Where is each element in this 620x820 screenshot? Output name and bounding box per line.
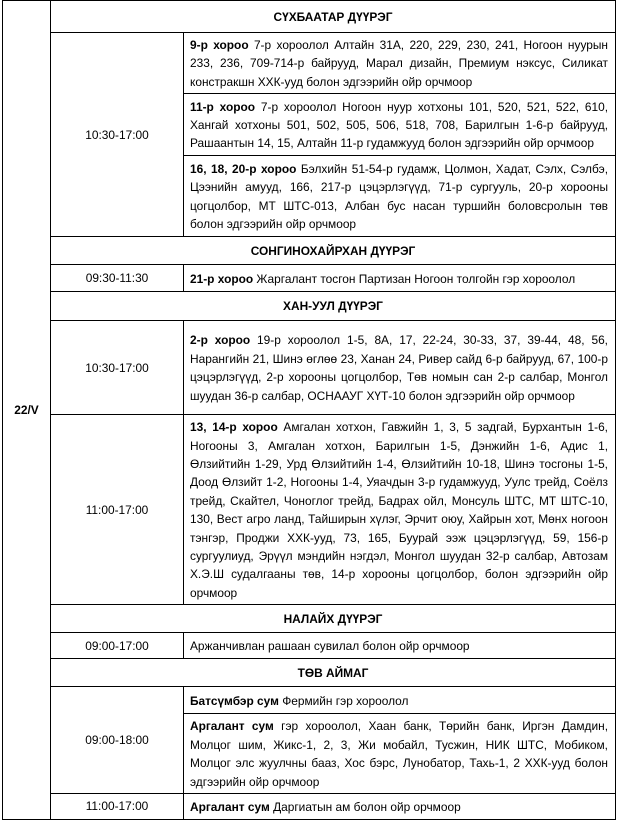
district-header-khan-uul: ХАН-УУЛ ДҮҮРЭГ xyxy=(51,292,616,321)
district-header-songinokhairkhan: СОНГИНОХАЙРХАН ДҮҮРЭГ xyxy=(51,237,616,265)
khoroo-label: 11-р хороо xyxy=(190,99,256,114)
khoroo-label: Батсүмбэр сум xyxy=(190,693,279,708)
location-text: 7-р хороолол Алтайн 31А, 220, 229, 230, 241, Ногоон нуурын 233, 236, 709-714-р байрууд, Марал дизайн, Премиум нэксус, Силикат констракшн ХХК-ууд болон эдгээрийн ойр орчмоор xyxy=(190,38,608,89)
location-text: гэр хороолол, Хаан банк, Төрийн банк, Иргэн Дамдин, Молцог шим, Жикс-1, 2, 3, Жи мобайл, Тусжин, НИК ШТС, Мобиком, Молцог элс жуулчны бааз, Хос бэрс, Лунобатор, Тахь-1, 2 ХХК-ууд болон эдгээрийн ойр орчмоор xyxy=(190,719,608,789)
location-description xyxy=(184,793,616,819)
khoroo-label: 9-р хороо xyxy=(190,38,249,52)
time-cell: 09:30-11:30 xyxy=(51,265,184,292)
location-description xyxy=(184,33,616,94)
location-text: Фермийн гэр хороолол xyxy=(278,693,409,708)
khoroo-label: Аргалант сум xyxy=(190,719,274,734)
khoroo-label: Аргалант сум xyxy=(190,799,270,814)
time-cell: 11:00-17:00 xyxy=(51,415,184,605)
khoroo-label: 13, 14-р хороо xyxy=(190,420,278,435)
location-description xyxy=(184,94,616,156)
time-cell: 09:00-18:00 xyxy=(51,687,184,794)
location-text: 7-р хороолол Ногоон нуур хотхоны 101, 520, 521, 522, 610, Хангай хотхоны 501, 502, 505, 506, 518, 708, Барилгын 1-6-р байрууд, Рашаантын 14, 15, Алтайн 11-р гудамжууд болон эдгээрийн ойр орчмоор xyxy=(190,99,609,151)
location-text: Аржанчивлан рашаан сувилал болон ойр орчмоор xyxy=(190,639,470,654)
location-description xyxy=(184,415,616,605)
time-cell: 10:30-17:00 xyxy=(51,321,184,415)
khoroo-label: 21-р хороо xyxy=(190,271,254,286)
outage-schedule-table xyxy=(2,0,616,820)
location-text: 19-р хороолол 1-5, 8А, 17, 22-24, 30-33, 37, 39-44, 48, 56, Нарангийн 21, Шинэ өглөө 23, Ханан 24, Ривер сайд 6-р байрууд, 67, 100-р цэцэрлэгүүд, 2-р хорооны цогцолбор, Төв номын сан 2-р салбар, Монгол шуудан 36-р салбар, ОСНААУГ ХҮТ-10 болон эдгээрийн ойр орчмоор xyxy=(190,333,608,403)
location-description xyxy=(184,687,616,714)
date-cell: 22/V xyxy=(3,1,51,820)
time-cell: 09:00-17:00 xyxy=(51,633,184,659)
location-description xyxy=(184,633,616,659)
district-header-nalaikh: НАЛАЙХ ДҮҮРЭГ xyxy=(51,605,616,633)
time-cell: 11:00-17:00 xyxy=(51,793,184,819)
location-text: Даргиатын ам болон ойр орчмоор xyxy=(269,799,461,814)
location-text: Амгалан хотхон, Гавжийн 1, 3, 5 задгай, Бурхантын 1-6, Ногооны 3, Амгалан хотхон, Барилгын 1-5, Дэнжийн 1-6, Адис 1, Өлзийтийн 1-29, Урд Өлзийтийн 1-4, Өлзийтийн 10-18, Шинэ тосгоны 1-5, Доод Өлзийт 1-2, Ногооны 1-4, Уяачдын 3-р гудамжууд, Уулс трейд, Соёлз трейд, Скайтел, Чоноглог трейд, Бадрах ойл, Монсуль ШТС, МТ ШТС-10, 130, Вест агро ланд, Тайширын хүлэг, Эрчит оюу, Хайрын хот, Мөнх ногоон тэнгэр, Проджи ХХК-ууд, 73, 165, Буурай ээж цэцэрлэгүүд, 59, 156-р сургуулиуд, Эрүүл мэндийн нэгдэл, Монгол шуудан 32-р салбар, Автозам Х.Э.Ш судалгааны төв, 14-р хорооны цогцолбор, болон эдгээрийн ойр орчмоор xyxy=(190,420,608,600)
location-text: Бэлхийн 51-54-р гудамж, Цолмон, Хадат, Сэлх, Сэлбэ, Цээнийн амууд, 166, 217-р цэцэрлэгүүд, 71-р сургууль, 20-р хорооны цогцолбор, МТ ШТС-013, Албан бус насан туршийн боловсролын төв болон эдгээрийн ойр орчмоор xyxy=(190,161,608,232)
district-header-tov-aimag: ТӨВ АЙМАГ xyxy=(51,659,616,687)
location-text: Жаргалант тосгон Партизан Ногоон толгойн гэр хороолол xyxy=(253,271,576,286)
location-description xyxy=(184,321,616,415)
khoroo-label: 16, 18, 20-р хороо xyxy=(190,161,297,176)
location-description xyxy=(184,265,616,292)
time-cell: 10:30-17:00 xyxy=(51,33,184,237)
location-description xyxy=(184,714,616,794)
khoroo-label: 2-р хороо xyxy=(190,333,251,348)
location-description xyxy=(184,156,616,237)
district-header-sukhbaatar: СҮХБААТАР ДҮҮРЭГ xyxy=(51,1,616,33)
